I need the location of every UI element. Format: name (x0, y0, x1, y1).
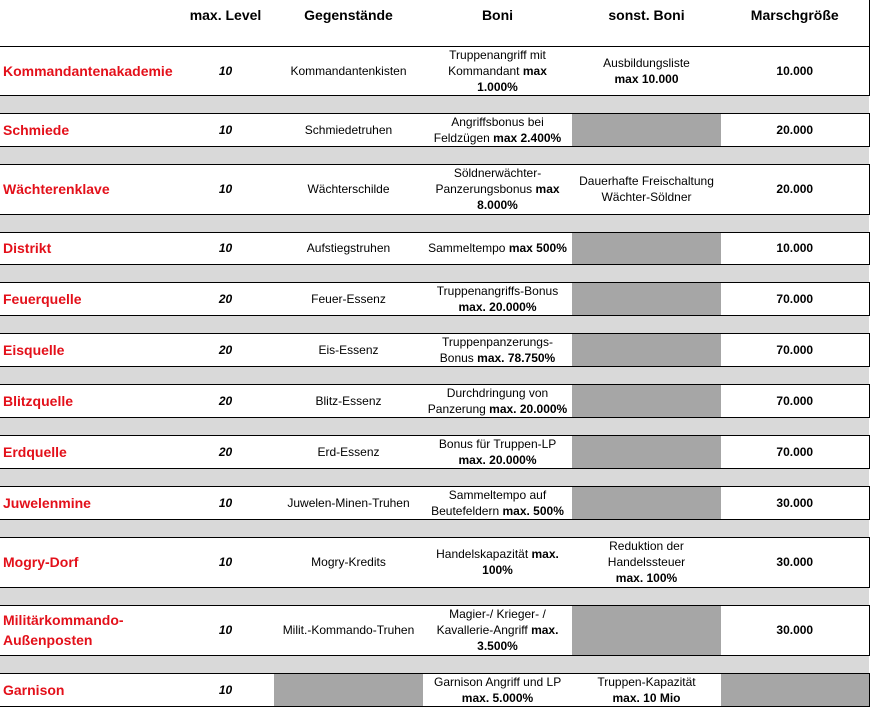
header-name (0, 0, 177, 46)
table-row (0, 673, 869, 706)
march-size-cell: 30.000 (721, 486, 869, 519)
building-name: Eisquelle (0, 333, 177, 366)
bonus-max: max. 78.750% (477, 350, 556, 365)
separator-cell (0, 417, 869, 435)
bonus-text: Truppenpanzerungs-Bonus (439, 334, 553, 365)
max-level-cell: 10 (177, 673, 274, 706)
bonus-cell (423, 486, 572, 519)
bonus-text: Angriffsbonus bei Feldzügen (433, 114, 544, 145)
bonus-text: Truppenangriff mit Kommandant (448, 47, 546, 78)
bonus-max: max. 100% (482, 547, 559, 577)
bonus-text: Sammeltempo (428, 241, 506, 255)
bonus-text: Bonus für Truppen-LP (438, 436, 557, 451)
other-bonus-text: Dauerhafte Freischaltung Wächter-Söldner (579, 174, 714, 204)
bonus-max: max 500% (508, 241, 567, 255)
bonus-max: max. 3.500% (477, 623, 559, 653)
other-bonus-cell (572, 113, 721, 146)
other-bonus-cell (572, 384, 721, 417)
separator-cell (0, 146, 869, 164)
max-level-cell: 10 (177, 164, 274, 214)
bonus-cell (423, 333, 572, 366)
items-cell: Blitz-Essenz (274, 384, 423, 417)
items-cell: Kommandantenkisten (274, 46, 423, 95)
separator-cell (0, 468, 869, 486)
separator-cell (0, 264, 869, 282)
max-level-cell: 10 (177, 605, 274, 655)
bonus-cell (423, 46, 572, 95)
bonus-text: Söldnerwächter-Panzerungsbonus (435, 166, 542, 196)
max-level-cell: 10 (177, 46, 274, 95)
items-cell: Wächterschilde (274, 164, 423, 214)
header-march-size: Marschgröße (721, 0, 869, 46)
separator-row (0, 146, 869, 164)
march-size-cell: 30.000 (721, 537, 869, 587)
separator-row (0, 417, 869, 435)
bonus-cell (423, 537, 572, 587)
march-size-cell: 10.000 (721, 46, 869, 95)
other-bonus-cell (572, 673, 721, 706)
separator-row (0, 468, 869, 486)
other-bonus-max: max. 10 Mio (612, 690, 681, 705)
items-cell: Erd-Essenz (274, 435, 423, 468)
separator-cell (0, 519, 869, 537)
march-size-cell: 20.000 (721, 164, 869, 214)
march-size-cell (721, 673, 869, 706)
other-bonus-cell (572, 46, 721, 95)
bonus-cell (423, 384, 572, 417)
table-row (0, 113, 869, 146)
separator-cell (0, 655, 869, 673)
items-cell: Aufstiegstruhen (274, 232, 423, 264)
other-bonus-cell (572, 164, 721, 214)
separator-row (0, 95, 869, 113)
max-level-cell: 20 (177, 435, 274, 468)
bonus-cell (423, 113, 572, 146)
march-size-cell: 20.000 (721, 113, 869, 146)
items-cell: Juwelen-Minen-Truhen (274, 486, 423, 519)
separator-row (0, 655, 869, 673)
max-level-cell: 10 (177, 537, 274, 587)
bonus-max: max 2.400% (493, 130, 562, 145)
building-name: Blitzquelle (0, 384, 177, 417)
table-body (0, 46, 869, 706)
table-row (0, 435, 869, 468)
separator-row (0, 587, 869, 605)
other-bonus-cell (572, 605, 721, 655)
bonus-max: max. 20.000% (458, 299, 537, 314)
max-level-cell: 10 (177, 113, 274, 146)
building-name: Erdquelle (0, 435, 177, 468)
bonus-max: max 8.000% (477, 182, 560, 212)
bonus-text: Garnison Angriff und LP (434, 674, 561, 689)
table-row (0, 605, 869, 655)
items-cell: Eis-Essenz (274, 333, 423, 366)
header-row (0, 0, 869, 46)
separator-cell (0, 315, 869, 333)
header-bonus: Boni (423, 0, 572, 46)
header-max-level: max. Level (177, 0, 274, 46)
building-name: Feuerquelle (0, 282, 177, 315)
other-bonus-cell (572, 435, 721, 468)
building-name: Mogry-Dorf (0, 537, 177, 587)
building-name: Juwelenmine (0, 486, 177, 519)
table-row (0, 46, 869, 95)
march-size-cell: 70.000 (721, 384, 869, 417)
other-bonus-cell (572, 232, 721, 264)
separator-cell (0, 587, 869, 605)
table-row (0, 384, 869, 417)
table-row (0, 282, 869, 315)
header-other-bonus: sonst. Boni (572, 0, 721, 46)
items-cell: Mogry-Kredits (274, 537, 423, 587)
items-cell (274, 673, 423, 706)
table-row (0, 232, 869, 264)
bonus-max: max. 20.000% (489, 401, 568, 416)
max-level-cell: 10 (177, 486, 274, 519)
table-row (0, 164, 869, 214)
other-bonus-max: max 10.000 (614, 71, 679, 86)
bonus-cell (423, 232, 572, 264)
bonus-max: max. 20.000% (458, 452, 537, 467)
bonus-text: Magier-/ Krieger- / Kavallerie-Angriff (436, 607, 546, 637)
separator-row (0, 366, 869, 384)
separator-row (0, 214, 869, 232)
header-items: Gegenstände (274, 0, 423, 46)
separator-cell (0, 214, 869, 232)
bonus-cell (423, 164, 572, 214)
items-cell: Schmiedetruhen (274, 113, 423, 146)
other-bonus-cell (572, 282, 721, 315)
building-name: Distrikt (0, 232, 177, 264)
separator-row (0, 519, 869, 537)
separator-row (0, 264, 869, 282)
other-bonus-cell (572, 333, 721, 366)
table-row (0, 537, 869, 587)
other-bonus-cell (572, 537, 721, 587)
bonus-max: max 1.000% (477, 63, 547, 94)
bonus-text: Handelskapazität (436, 547, 529, 561)
other-bonus-text: Reduktion der Handelssteuer (607, 539, 686, 569)
march-size-cell: 10.000 (721, 232, 869, 264)
max-level-cell: 10 (177, 232, 274, 264)
building-name: Kommandantenakademie (0, 46, 177, 95)
bonus-max: max. 5.000% (461, 690, 534, 705)
other-bonus-cell (572, 486, 721, 519)
building-name: Wächterenklave (0, 164, 177, 214)
march-size-cell: 70.000 (721, 333, 869, 366)
other-bonus-text: Ausbildungsliste (603, 55, 690, 70)
table-row (0, 333, 869, 366)
items-cell: Milit.-Kommando-Truhen (274, 605, 423, 655)
other-bonus-max: max. 100% (615, 571, 678, 585)
bonus-text: Durchdringung von Panzerung (427, 385, 549, 416)
bonus-cell (423, 673, 572, 706)
building-name: Garnison (0, 673, 177, 706)
march-size-cell: 70.000 (721, 282, 869, 315)
bonus-text: Sammeltempo auf Beutefeldern (431, 487, 547, 518)
max-level-cell: 20 (177, 282, 274, 315)
separator-cell (0, 95, 869, 113)
other-bonus-text: Truppen-Kapazität (597, 674, 696, 689)
separator-cell (0, 366, 869, 384)
bonus-cell (423, 605, 572, 655)
separator-row (0, 315, 869, 333)
building-name: Militärkommando-Außenposten (0, 605, 177, 655)
march-size-cell: 70.000 (721, 435, 869, 468)
bonus-cell (423, 282, 572, 315)
bonus-text: Truppenangriffs-Bonus (436, 283, 559, 298)
items-cell: Feuer-Essenz (274, 282, 423, 315)
table-row (0, 486, 869, 519)
max-level-cell: 20 (177, 333, 274, 366)
building-name: Schmiede (0, 113, 177, 146)
bonus-max: max. 500% (502, 503, 564, 518)
bonus-cell (423, 435, 572, 468)
max-level-cell: 20 (177, 384, 274, 417)
march-size-cell: 30.000 (721, 605, 869, 655)
